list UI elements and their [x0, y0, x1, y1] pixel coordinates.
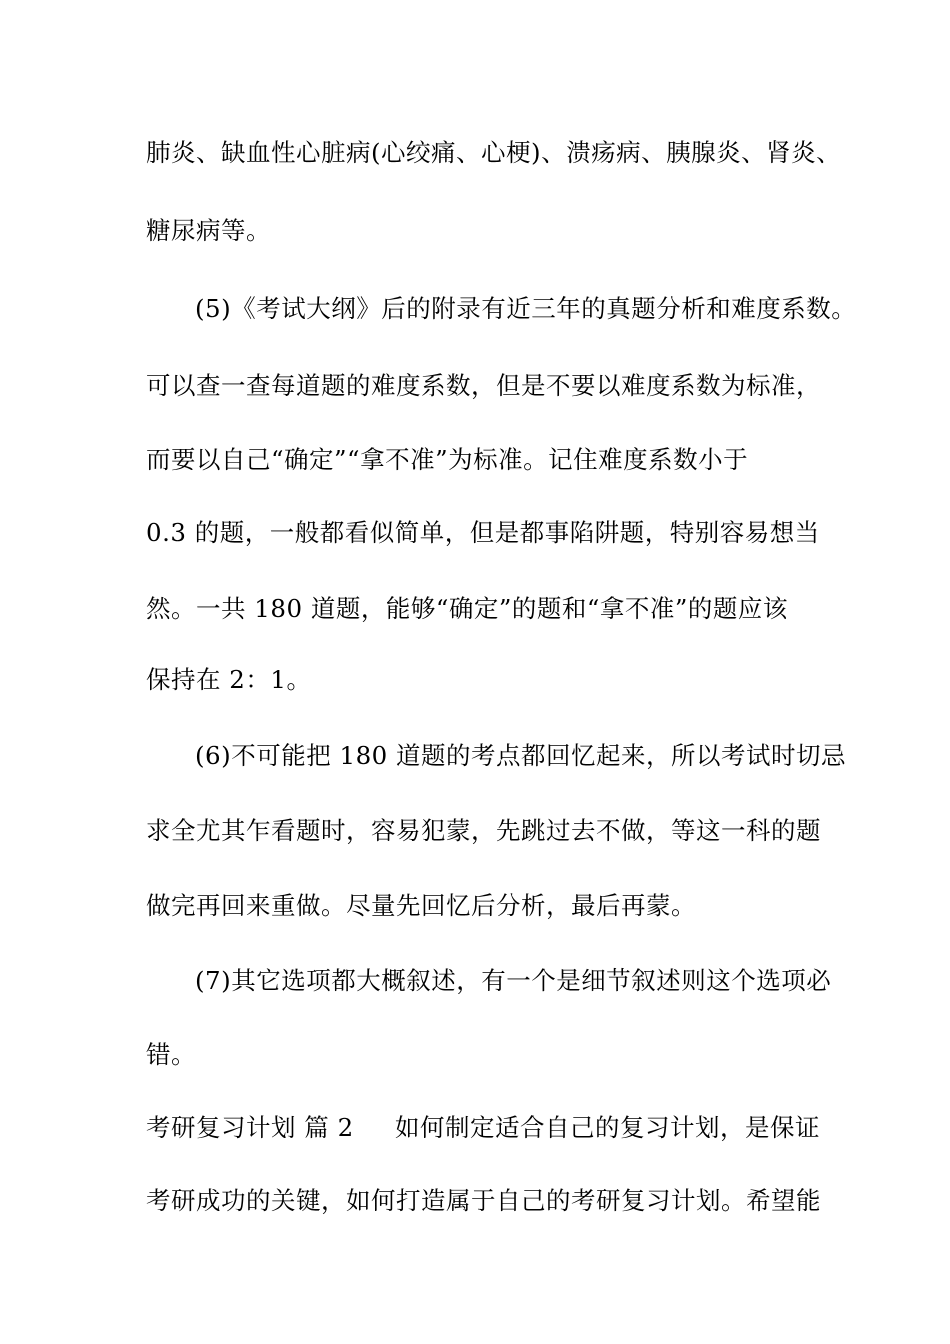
text-line: 可以查一查每道题的难度系数，但是不要以难度系数为标准，	[146, 371, 821, 400]
paragraph-7-start: (7)其它选项都大概叙述，有一个是细节叙述则这个选项必	[195, 966, 832, 995]
paragraph-5-start: (5)《考试大纲》后的附录有近三年的真题分析和难度系数。	[195, 294, 857, 323]
text-line: 错。	[146, 1040, 196, 1069]
text-line: 求全尤其乍看题时，容易犯蒙，先跳过去不做，等这一科的题	[146, 816, 821, 845]
paragraph-6-start: (6)不可能把 180 道题的考点都回忆起来，所以考试时切忌	[195, 741, 847, 770]
section-heading: 考研复习计划 篇 2	[146, 1113, 354, 1142]
section-text-line: 考研成功的关键，如何打造属于自己的考研复习计划。希望能	[146, 1186, 821, 1215]
text-line: 而要以自己“确定”“拿不准”为标准。记住难度系数小于	[146, 445, 749, 474]
section-text-line: 如何制定适合自己的复习计划，是保证	[395, 1113, 820, 1142]
text-line: 做完再回来重做。尽量先回忆后分析，最后再蒙。	[146, 891, 696, 920]
text-line: 然。一共 180 道题，能够“确定”的题和“拿不准”的题应该	[146, 594, 788, 623]
text-line: 肺炎、缺血性心脏病(心绞痛、心梗)、溃疡病、胰腺炎、肾炎、	[146, 138, 842, 167]
text-line: 0.3 的题，一般都看似简单，但是都事陷阱题，特别容易想当	[146, 518, 820, 547]
text-line: 糖尿病等。	[146, 216, 271, 245]
text-line: 保持在 2：1。	[146, 665, 312, 694]
